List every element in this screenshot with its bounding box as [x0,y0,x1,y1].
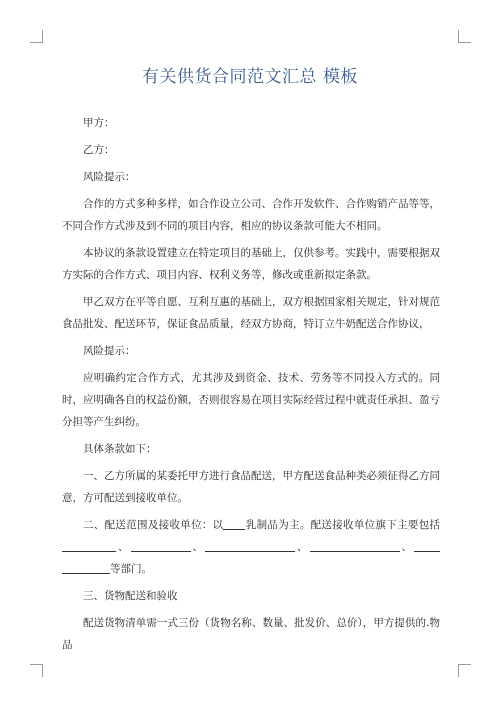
fill-blank-unit-1[interactable] [62,539,88,552]
fill-blank-unit-3[interactable] [205,539,295,552]
paragraph-risk-detail: 应明确约定合作方式，尤其涉及到资金、技术、劳务等不同投入方式的。同时，应明确各自的权益份额，否则很容易在项目实际经营过程中就责任承担、盈亏分担等产生纠纷。 [62,372,440,428]
clause-3-detail: 配送货物清单需一式三份（货物名称、数量、批发价、总价），甲方提供的.物品 [62,617,440,651]
clauses-heading: 具体条款如下： [83,443,157,455]
clause-2-tail: 等部门。 [110,563,152,575]
risk-note-heading-2: 风险提示： [83,345,136,357]
crop-mark-top-left [30,30,43,43]
party-b-line: 乙方： [83,144,115,156]
document-title: 有关供货合同范文汇总 模板 [142,67,358,87]
fill-blank-unit-5[interactable] [414,539,440,552]
separator: 、 [190,541,205,553]
fill-blank-unit-1b[interactable] [88,539,116,552]
separator: 、 [399,541,414,553]
separator: 、 [295,541,310,553]
clause-2 [62,514,440,580]
paragraph-agreement-basis: 甲乙双方在平等自愿、互利互惠的基础上，双方根据国家相关规定，针对规范食品批发、配送环节，保证食品质量，经双方协商，特订立牛奶配送合作协议， [62,296,440,330]
risk-note-heading: 风险提示： [83,171,136,183]
separator: 、 [116,541,131,553]
clause-1: 一、乙方所属的某委托甲方进行食品配送，甲方配送食品种类必须征得乙方同意，方可配送到接收单位。 [62,470,440,504]
fill-blank-product[interactable] [223,517,245,530]
fill-blank-unit-2[interactable] [131,539,191,552]
crop-mark-bottom-right [458,664,471,677]
paragraph-cooperation-types: 合作的方式多种多样，如合作设立公司、合作开发软件、合作购销产品等等，不同合作方式涉及到不同的项目内容，相应的协议条款可能大不相同。 [62,198,440,232]
crop-mark-bottom-left [30,664,43,677]
clause-3-heading: 三、货物配送和验收 [83,590,178,602]
clause-2-part2: 乳制品为主。配送接收单位旗下主要包括 [245,519,440,531]
fill-blank-unit-4[interactable] [310,539,400,552]
clause-2-part1: 二、配送范围及接收单位：以 [83,519,224,531]
document-body [62,112,440,661]
fill-blank-unit-5b[interactable] [62,561,110,574]
party-a-line: 甲方： [83,117,115,129]
paragraph-reference-note: 本协议的条款设置建立在特定项目的基础上，仅供参考。实践中，需要根据双方实际的合作方式、项目内容、权利义务等，修改或重新拟定条款。 [62,247,440,281]
crop-mark-top-right [458,30,471,43]
